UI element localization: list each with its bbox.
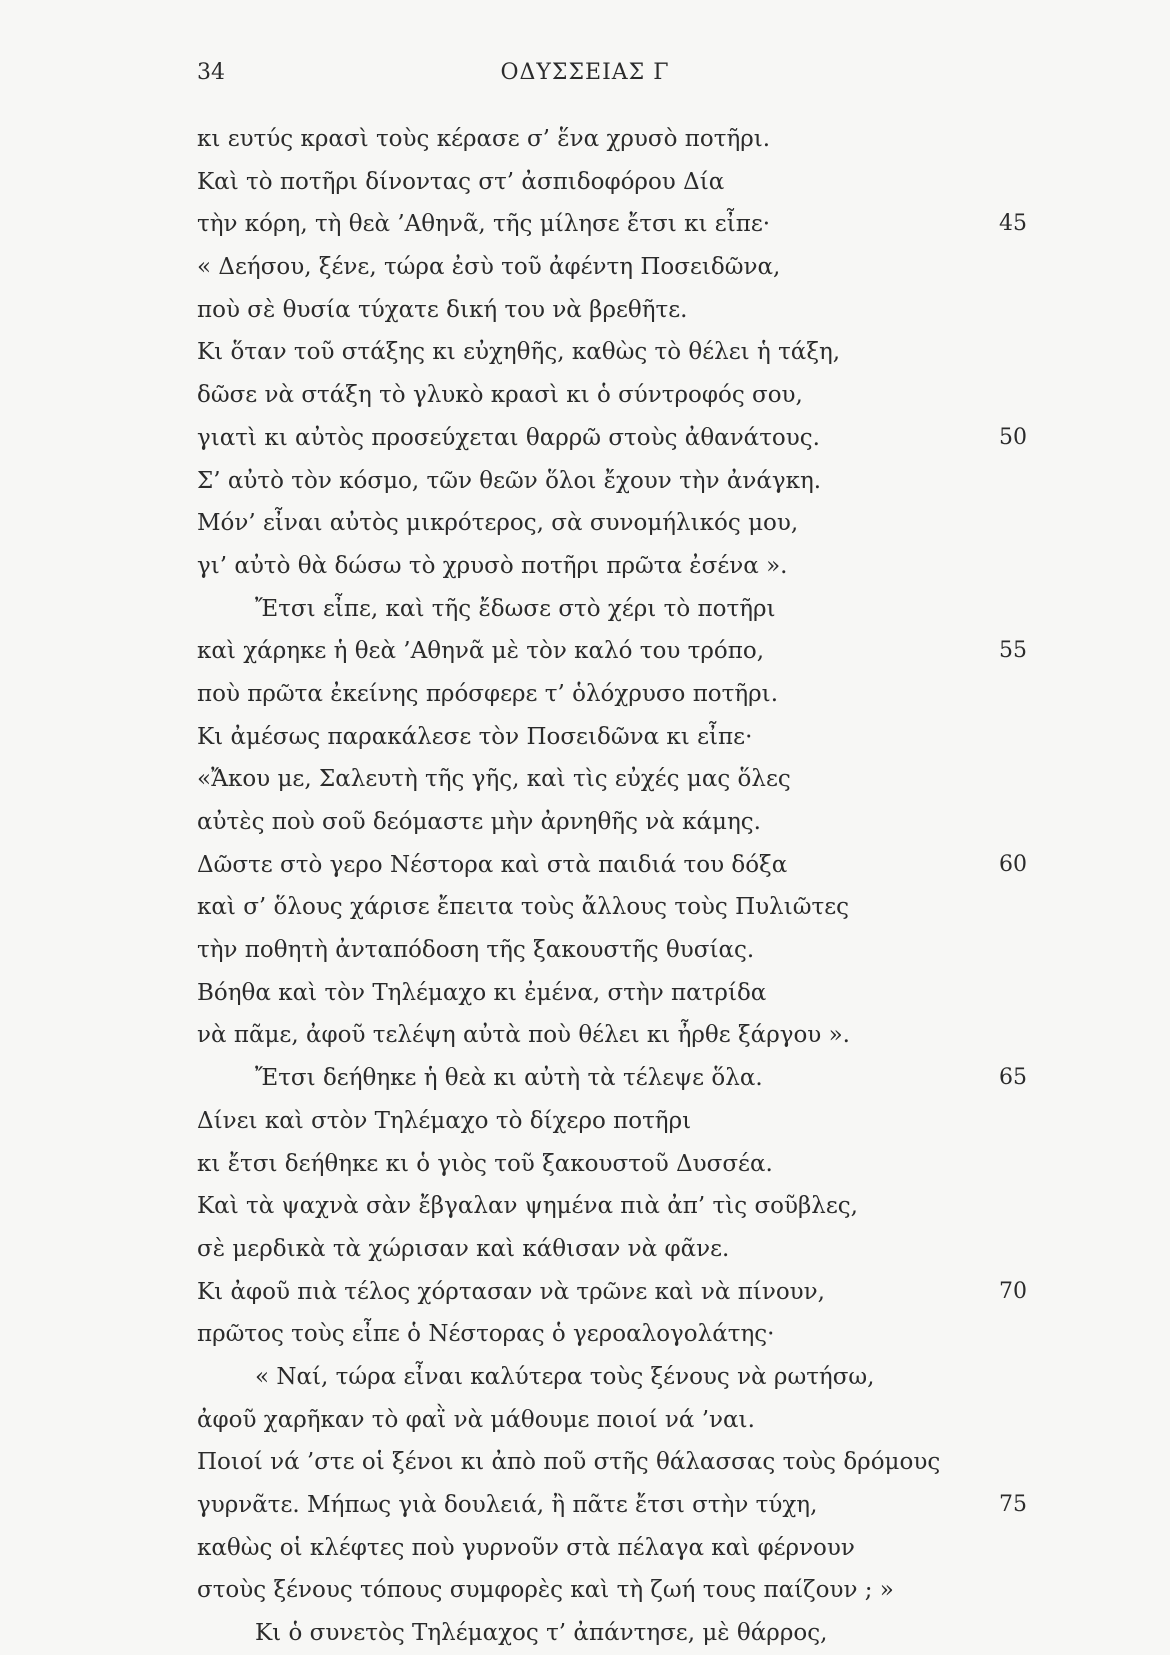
verse-text: ποὺ πρῶτα ἐκείνης πρόσφερε τ’ ὁλόχρυσο ποτῆρι.	[197, 680, 779, 707]
verse-text: κι ἔτσι δεήθηκε κι ὁ γιὸς τοῦ ξακουστοῦ Δυσσέα.	[197, 1150, 773, 1177]
line-number: 55	[999, 638, 1027, 664]
page-number: 34	[197, 60, 225, 85]
line-number: 75	[999, 1492, 1027, 1517]
verse-line	[197, 374, 1027, 417]
verse-text: Κι ἀμέσως παρακάλεσε τὸν Ποσειδῶνα κι εἶπε·	[197, 723, 753, 750]
verse-text: Ἔτσι δεήθηκε ἡ θεὰ κι αὐτὴ τὰ τέλεψε ὅλα.	[255, 1065, 763, 1092]
verse-line	[197, 1399, 1027, 1442]
verse-line	[197, 246, 1027, 289]
verse-text: νὰ πᾶμε, ἀφοῦ τελέψη αὐτὰ ποὺ θέλει κι ἦρθε ξάργου ».	[197, 1022, 850, 1049]
verse-line	[197, 203, 1027, 246]
verse-line	[197, 801, 1027, 844]
verse-line	[197, 1527, 1027, 1570]
verse-text: καὶ σ’ ὅλους χάρισε ἔπειτα τοὺς ἄλλους τοὺς Πυλιῶτες	[197, 894, 850, 921]
verse-line	[197, 1612, 1027, 1655]
verse-text: Κι ὁ συνετὸς Τηλέμαχος τ’ ἀπάντησε, μὲ θάρρος,	[255, 1620, 828, 1647]
verse-text: « Ναί, τώρα εἶναι καλύτερα τοὺς ξένους νὰ ρωτήσω,	[255, 1363, 875, 1390]
verse-line	[197, 673, 1027, 716]
verse-text: Βόηθα καὶ τὸν Τηλέμαχο κι ἐμένα, στὴν πατρίδα	[197, 979, 767, 1006]
verse-line	[197, 545, 1027, 588]
verse-line	[197, 929, 1027, 972]
verse-line	[197, 972, 1027, 1015]
verse-line	[197, 1185, 1027, 1228]
verse-text: Κι ὅταν τοῦ στάξης κι εὐχηθῆς, καθὼς τὸ θέλει ἡ τάξη,	[197, 339, 841, 366]
verse-line	[197, 758, 1027, 801]
verse-line	[197, 1356, 1027, 1399]
verse-line	[197, 844, 1027, 887]
line-number: 45	[999, 211, 1027, 237]
verse-text: τὴν ποθητὴ ἀνταπόδοση τῆς ξακουστῆς θυσίας.	[197, 937, 755, 964]
verse-text: αὐτὲς ποὺ σοῦ δεόμαστε μὴν ἀρνηθῆς νὰ κάμης.	[197, 809, 761, 835]
line-number: 70	[999, 1278, 1027, 1304]
verse-line	[197, 118, 1027, 161]
verse-text: « Δεήσου, ξένε, τώρα ἐσὺ τοῦ ἀφέντη Ποσειδῶνα,	[197, 254, 781, 281]
verse-line	[197, 1441, 1027, 1484]
verse-text: σὲ μερδικὰ τὰ χώρισαν καὶ κάθισαν νὰ φᾶνε.	[197, 1235, 730, 1262]
verse-line	[197, 1057, 1027, 1100]
verse-text: Ποιοί νά ’στε οἱ ξένοι κι ἀπὸ ποῦ στῆς θάλασσας τοὺς δρόμους	[197, 1449, 941, 1476]
verse-text: Σ’ αὐτὸ τὸν κόσμο, τῶν θεῶν ὅλοι ἔχουν τὴν ἀνάγκη.	[197, 467, 822, 494]
verse-text: γι’ αὐτὸ θὰ δώσω τὸ χρυσὸ ποτῆρι πρῶτα ἐσένα ».	[197, 552, 788, 579]
verse-line	[197, 417, 1027, 460]
verse-text: στοὺς ξένους τόπους συμφορὲς καὶ τὴ ζωή τους παίζουν ; »	[197, 1577, 894, 1604]
verse-text: Δίνει καὶ στὸν Τηλέμαχο τὸ δίχερο ποτῆρι	[197, 1107, 692, 1134]
verse-text: «Ἄκου με, Σαλευτὴ τῆς γῆς, καὶ τὶς εὐχές μας ὅλες	[197, 766, 791, 793]
verse-line	[197, 1228, 1027, 1271]
verse-text: κι ευτύς κρασὶ τοὺς κέρασε σ’ ἕνα χρυσὸ ποτῆρι.	[197, 126, 771, 152]
verse-line	[197, 1100, 1027, 1143]
poem-text	[197, 118, 1027, 1655]
verse-line	[197, 588, 1027, 631]
line-number: 60	[999, 851, 1027, 877]
verse-text: δῶσε νὰ στάξη τὸ γλυκὸ κρασὶ κι ὁ σύντροφός σου,	[197, 382, 803, 409]
verse-line	[197, 161, 1027, 204]
verse-text: γιατὶ κι αὐτὸς προσεύχεται θαρρῶ στοὺς ἀθανάτους.	[197, 424, 820, 451]
verse-text: γυρνᾶτε. Μήπως γιὰ δουλειά, ἢ πᾶτε ἔτσι στὴν τύχη,	[197, 1492, 818, 1518]
line-number: 65	[999, 1065, 1027, 1091]
verse-line	[197, 1014, 1027, 1057]
verse-text: Ἔτσι εἶπε, καὶ τῆς ἔδωσε στὸ χέρι τὸ ποτῆρι	[255, 595, 776, 622]
verse-line	[197, 331, 1027, 374]
verse-text: πρῶτος τοὺς εἶπε ὁ Νέστορας ὁ γεροαλογολάτης·	[197, 1321, 775, 1348]
verse-text: Καὶ τὰ ψαχνὰ σὰν ἔβγαλαν ψημένα πιὰ ἀπ’ τὶς σοῦβλες,	[197, 1193, 858, 1220]
verse-line	[197, 1313, 1027, 1356]
verse-line	[197, 289, 1027, 332]
verse-line	[197, 886, 1027, 929]
verse-text: Καὶ τὸ ποτῆρι δίνοντας στ’ ἀσπιδοφόρου Δία	[197, 168, 725, 195]
line-number: 50	[999, 424, 1027, 450]
verse-text: Δῶστε στὸ γερο Νέστορα καὶ στὰ παιδιά του δόξα	[197, 851, 788, 878]
verse-line	[197, 1271, 1027, 1314]
verse-line	[197, 1143, 1027, 1186]
verse-text: Μόν’ εἶναι αὐτὸς μικρότερος, σὰ συνομήλικός μου,	[197, 510, 799, 537]
verse-text: Κι ἀφοῦ πιὰ τέλος χόρτασαν νὰ τρῶνε καὶ νὰ πίνουν,	[197, 1278, 825, 1305]
verse-line	[197, 502, 1027, 545]
verse-line	[197, 1569, 1027, 1612]
verse-text: τὴν κόρη, τὴ θεὰ ’Αθηνᾶ, τῆς μίλησε ἔτσι κι εἶπε·	[197, 211, 771, 238]
verse-text: ἀφοῦ χαρῆκαν τὸ φαῒ νὰ μάθουμε ποιοί νά ’ναι.	[197, 1406, 755, 1433]
verse-text: καὶ χάρηκε ἡ θεὰ ’Αθηνᾶ μὲ τὸν καλό του τρόπο,	[197, 638, 765, 665]
verse-line	[197, 716, 1027, 759]
verse-text: καθὼς οἱ κλέφτες ποὺ γυρνοῦν στὰ πέλαγα καὶ φέρνουν	[197, 1534, 855, 1561]
verse-line	[197, 630, 1027, 673]
verse-line	[197, 460, 1027, 503]
running-title: ΟΔΥΣΣΕΙΑΣ Γ	[500, 60, 670, 85]
verse-text: ποὺ σὲ θυσία τύχατε δική του νὰ βρεθῆτε.	[197, 296, 688, 323]
verse-line	[197, 1484, 1027, 1527]
